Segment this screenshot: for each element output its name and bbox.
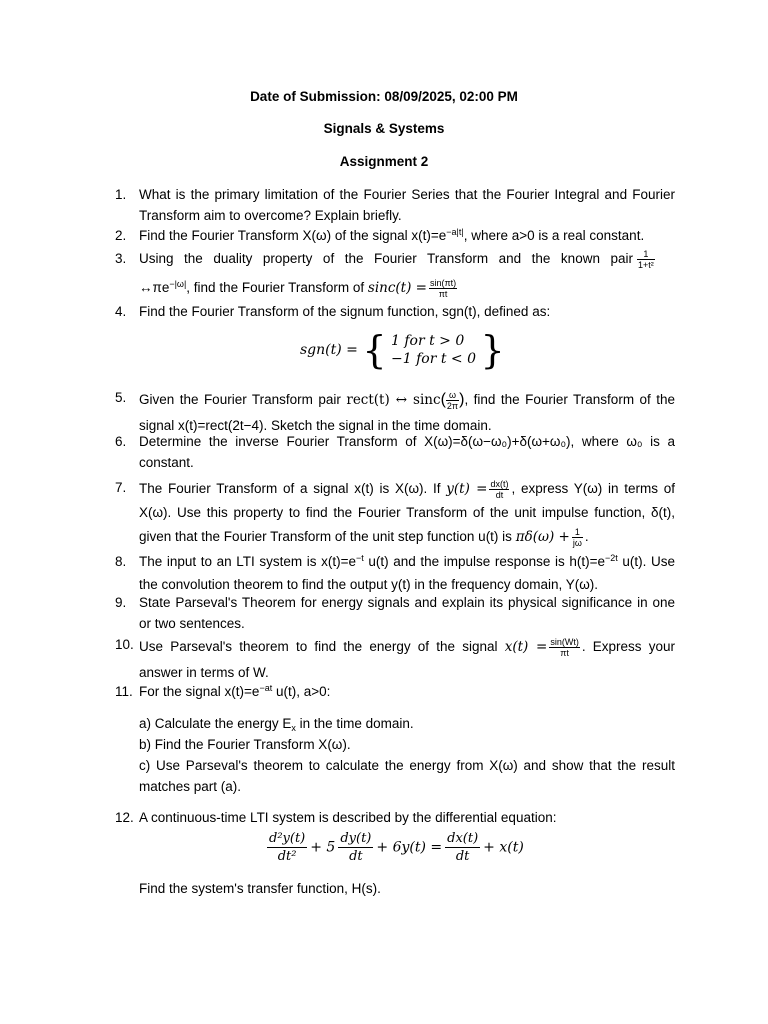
text-part: a) Calculate the energy E [139, 716, 292, 731]
numerator: dy(t) [340, 831, 372, 846]
question-number: 8. [115, 554, 127, 569]
math-expression: x(t) = [504, 639, 548, 655]
text-part: Using the duality property of the Fourier Transform and the known pair [139, 251, 633, 266]
numerator: ω [446, 390, 459, 401]
question-11-part-c: c) Use Parseval's theorem to calculate the energy from X(ω) and show that the result matches part (a). [139, 758, 675, 794]
fraction [267, 830, 307, 865]
math-expression: rect(t) ↔ sinc [346, 392, 441, 408]
denominator: dt [349, 849, 363, 864]
numerator: sin(πt) [429, 277, 457, 288]
question-number: 9. [115, 595, 127, 610]
text-part: u(t), a>0: [272, 684, 331, 699]
question-12-final: Find the system's transfer function, H(s). [139, 881, 381, 896]
fraction [572, 527, 583, 548]
numerator: 1 [637, 249, 655, 260]
question-text: State Parseval's Theorem for energy signals and explain its physical significance in one or two sentences. [139, 595, 675, 631]
question-text [139, 634, 675, 685]
left-brace-icon: { [362, 328, 387, 372]
text-part: , find the Fourier Transform of [186, 280, 365, 295]
question-number: 7. [115, 480, 127, 495]
text-part: . Express your answer in terms of W. [139, 639, 675, 680]
question-number: 5. [115, 390, 127, 405]
superscript: −t [355, 553, 364, 563]
text-part: in the time domain. [295, 716, 414, 731]
question-text [139, 681, 675, 704]
denominator: dt² [277, 849, 297, 864]
fraction [637, 249, 655, 270]
right-brace-icon: } [480, 328, 505, 372]
question-number: 10. [115, 637, 134, 652]
question-number: 2. [115, 228, 127, 243]
question-number: 4. [115, 304, 127, 319]
question-text [139, 551, 675, 595]
differential-equation [264, 830, 524, 865]
question-number: 6. [115, 434, 127, 449]
fraction [446, 390, 459, 411]
numerator: sin(Wt) [550, 636, 579, 647]
denominator: dt [495, 489, 504, 500]
assignment-title: Assignment 2 [339, 154, 429, 169]
subscript: x [291, 723, 296, 733]
text-part: Given the Fourier Transform pair [139, 392, 341, 407]
question-number: 11. [115, 684, 133, 699]
denominator: πt [560, 647, 569, 658]
text-part: The input to an LTI system is x(t)=e [139, 554, 356, 569]
text-part: ↔πe [139, 280, 170, 295]
text-part: , where a>0 is a real constant. [463, 228, 645, 243]
submission-date: Date of Submission: 08/09/2025, 02:00 PM [250, 89, 518, 104]
equation-lhs: sgn(t) = [300, 342, 358, 358]
question-text: Find the Fourier Transform of the signum function, sgn(t), defined as: [139, 304, 551, 319]
question-text [139, 477, 675, 549]
math-expression: + 5 [310, 839, 336, 856]
superscript: −2t [605, 553, 618, 563]
denominator: πt [438, 288, 448, 299]
numerator: dx(t) [490, 478, 509, 489]
fraction [429, 278, 457, 299]
denominator: jω [572, 537, 582, 548]
text-part: Find the Fourier Transform X(ω) of the signal x(t)=e [139, 228, 447, 243]
question-number: 1. [115, 187, 127, 202]
superscript: −at [259, 683, 273, 693]
text-part: The Fourier Transform of a signal x(t) is X(ω). If [139, 481, 441, 496]
case-1: 1 for t > 0 [391, 333, 465, 349]
math-expression: πδ(ω) + [515, 529, 570, 545]
math-expression: sinc(t) = [367, 280, 427, 296]
question-text [139, 225, 675, 248]
fraction [445, 830, 480, 865]
question-text: What is the primary limitation of the Fourier Series that the Fourier Integral and Fourier Transform aim to overcome? Explain briefly. [139, 187, 675, 223]
question-text: Determine the inverse Fourier Transform of X(ω)=δ(ω−ω₀)+δ(ω+ω₀), where ω₀ is a constant. [139, 434, 675, 470]
cases [391, 332, 476, 368]
course-title: Signals & Systems [323, 121, 445, 136]
case-2: −1 for t < 0 [391, 351, 477, 367]
question-text [139, 277, 675, 300]
text-part: , find the Fourier Transform of the signal x(t)=rect(2t−4). Sketch the signal in the time domain. [139, 392, 675, 433]
question-11-part-a [139, 713, 675, 736]
text-part: u(t) and the impulse response is h(t)=e [363, 554, 605, 569]
numerator: dx(t) [447, 831, 479, 846]
math-expression: + 6y(t) = [376, 839, 443, 856]
text-part: For the signal x(t)=e [139, 684, 260, 699]
text-part: , express Y(ω) in terms of X(ω). Use this property to find the Fourier Transform of the unit impulse function, δ(t), given that the Fourier Transform of the unit step function u(t) is [139, 481, 675, 544]
signum-equation [300, 328, 505, 372]
text-part: . [584, 529, 589, 544]
math-expression: + x(t) [483, 839, 524, 856]
numerator: 1 [572, 527, 583, 538]
fraction [549, 637, 580, 658]
text-part: Use Parseval's theorem to find the energy of the signal [139, 639, 498, 654]
fraction [489, 479, 509, 500]
question-text: Given the Fourier Transform pair rect(t) ↔ sinc( $\frac{\omega}{2\pi}$ ), find the Fourier Transform of the signal x(t)=rect(2t−4). Sketch the signal in the time domain. [139, 389, 675, 433]
question-11-part-b: b) Find the Fourier Transform X(ω). [139, 737, 351, 752]
question-text: A continuous-time LTI system is described by the differential equation: [139, 810, 557, 825]
question-number: 3. [115, 251, 127, 266]
denominator: 2π [446, 400, 459, 411]
denominator: dt [455, 849, 470, 864]
fraction [338, 830, 373, 865]
question-number: 12. [115, 810, 134, 825]
denominator: 1+t² [638, 259, 654, 270]
numerator: d²y(t) [269, 831, 306, 846]
math-expression: y(t) = [446, 481, 488, 497]
question-text [139, 248, 675, 270]
superscript: −|ω| [169, 279, 187, 289]
superscript: −a|t| [446, 227, 464, 237]
text-part: u(t). Use the convolution theorem to find the output y(t) in the frequency domain, Y(ω). [139, 554, 675, 592]
